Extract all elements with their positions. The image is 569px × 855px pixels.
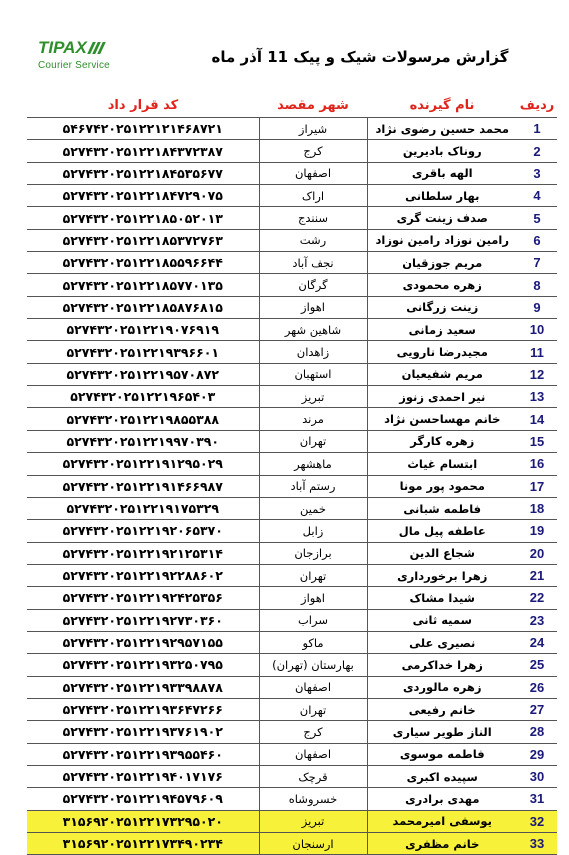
table-row xyxy=(27,140,557,162)
row-number: 20 xyxy=(517,542,557,564)
table-row xyxy=(27,833,557,855)
table-row xyxy=(27,274,557,296)
row-number: 13 xyxy=(517,386,557,408)
recipient-name: خانم رفیعی xyxy=(367,698,517,720)
destination-city: تهران xyxy=(259,564,367,586)
table-row xyxy=(27,363,557,385)
row-number: 17 xyxy=(517,475,557,497)
row-number: 11 xyxy=(517,341,557,363)
recipient-name: صدف زینت گری xyxy=(367,207,517,229)
table-row xyxy=(27,207,557,229)
table-row xyxy=(27,564,557,586)
destination-city: اصفهان xyxy=(259,162,367,184)
recipient-name: شجاع الدین xyxy=(367,542,517,564)
contract-code: ۵۲۷۴۳۲۰۲۵۱۲۲۱۹۳۳۹۸۸۷۸ xyxy=(27,676,259,698)
row-number: 12 xyxy=(517,363,557,385)
report-title: گزارش مرسولات شیک و پیک 11 آذر ماه xyxy=(211,48,509,66)
contract-code: ۵۲۷۴۳۲۰۲۵۱۲۲۱۹۳۹۶۶۰۱ xyxy=(27,341,259,363)
table-row xyxy=(27,296,557,318)
destination-city: اصفهان xyxy=(259,743,367,765)
contract-code: ۵۲۷۴۳۲۰۲۵۱۲۲۱۹۲۷۳۰۳۶۰ xyxy=(27,609,259,631)
contract-code: ۵۲۷۴۳۲۰۲۵۱۲۲۱۹۰۷۶۹۱۹ xyxy=(27,319,259,341)
recipient-name: عاطفه پیل مال xyxy=(367,520,517,542)
destination-city: اهواز xyxy=(259,296,367,318)
logo-stripes-icon xyxy=(90,42,103,54)
contract-code: ۵۲۷۴۳۲۰۲۵۱۲۲۱۹۴۵۷۹۶۰۹ xyxy=(27,788,259,810)
contract-code: ۵۲۷۴۳۲۰۲۵۱۲۲۱۸۴۵۳۵۶۷۷ xyxy=(27,162,259,184)
contract-code: ۵۲۷۴۳۲۰۲۵۱۲۲۱۹۲۹۵۷۱۵۵ xyxy=(27,631,259,653)
recipient-name: زهره کارگر xyxy=(367,430,517,452)
table-row xyxy=(27,408,557,430)
recipient-name: زهرا برخورداری xyxy=(367,564,517,586)
contract-code: ۵۲۷۴۳۲۰۲۵۱۲۲۱۸۵۸۷۶۸۱۵ xyxy=(27,296,259,318)
contract-code: ۵۲۷۴۳۲۰۲۵۱۲۲۱۹۹۷۰۳۹۰ xyxy=(27,430,259,452)
contract-code: ۵۲۷۴۳۲۰۲۵۱۲۲۱۹۳۹۵۵۴۶۰ xyxy=(27,743,259,765)
contract-code: ۵۲۷۴۳۲۰۲۵۱۲۲۱۹۳۶۴۷۲۶۶ xyxy=(27,698,259,720)
row-number: 25 xyxy=(517,654,557,676)
destination-city: خسروشاه xyxy=(259,788,367,810)
row-number: 23 xyxy=(517,609,557,631)
destination-city: تهران xyxy=(259,698,367,720)
destination-city: ماهشهر xyxy=(259,453,367,475)
table-row xyxy=(27,319,557,341)
row-number: 18 xyxy=(517,497,557,519)
header-contract-code: کد قرار داد xyxy=(107,98,179,113)
destination-city: کرج xyxy=(259,140,367,162)
table-row xyxy=(27,765,557,787)
destination-city: تبریز xyxy=(259,810,367,832)
destination-city: تهران xyxy=(259,430,367,452)
recipient-name: خانم مهساحسن نژاد xyxy=(367,408,517,430)
row-number: 7 xyxy=(517,252,557,274)
contract-code: ۵۲۷۴۳۲۰۲۵۱۲۲۱۹۴۰۱۷۱۷۶ xyxy=(27,765,259,787)
table-row xyxy=(27,229,557,251)
table-row xyxy=(27,676,557,698)
table-row xyxy=(27,185,557,207)
destination-city: ماکو xyxy=(259,631,367,653)
table-header-row xyxy=(27,94,557,118)
row-number: 24 xyxy=(517,631,557,653)
row-number: 30 xyxy=(517,765,557,787)
table-row xyxy=(27,118,557,140)
table-row xyxy=(27,810,557,832)
destination-city: زابل xyxy=(259,520,367,542)
contract-code: ۵۲۷۴۳۲۰۲۵۱۲۲۱۹۲۴۲۵۳۵۶ xyxy=(27,587,259,609)
row-number: 29 xyxy=(517,743,557,765)
recipient-name: سمیه ثانی xyxy=(367,609,517,631)
header-destination-city: شهر مقصد xyxy=(277,98,349,113)
recipient-name: الهه باقری xyxy=(367,162,517,184)
contract-code: ۵۲۷۴۳۲۰۲۵۱۲۲۱۸۴۷۲۹۰۷۵ xyxy=(27,185,259,207)
destination-city: سراب xyxy=(259,609,367,631)
destination-city: نجف آباد xyxy=(259,252,367,274)
row-number: 6 xyxy=(517,229,557,251)
destination-city: اصفهان xyxy=(259,676,367,698)
table-row xyxy=(27,386,557,408)
destination-city: استهبان xyxy=(259,363,367,385)
contract-code: ۵۲۷۴۳۲۰۲۵۱۲۲۱۹۸۵۵۳۸۸ xyxy=(27,408,259,430)
recipient-name: زینت زرگانی xyxy=(367,296,517,318)
tipax-logo xyxy=(38,38,128,71)
recipient-name: ابتسام غیاث xyxy=(367,453,517,475)
recipient-name: خانم مظفری xyxy=(367,833,517,855)
header-row-number: ردیف xyxy=(519,98,555,113)
contract-code: ۵۲۷۴۳۲۰۲۵۱۲۲۱۸۵۳۷۲۷۶۳ xyxy=(27,229,259,251)
logo-brand: TIPAX xyxy=(38,38,87,57)
logo-subtitle: Courier Service xyxy=(38,60,110,71)
row-number: 27 xyxy=(517,698,557,720)
contract-code: ۵۲۷۴۳۲۰۲۵۱۲۲۱۹۱۲۹۵۰۲۹ xyxy=(27,453,259,475)
table-row xyxy=(27,341,557,363)
recipient-name: مریم شفیعیان xyxy=(367,363,517,385)
table-row xyxy=(27,788,557,810)
row-number: 14 xyxy=(517,408,557,430)
header-recipient-name: نام گیرنده xyxy=(409,98,475,113)
contract-code: ۵۲۷۴۳۲۰۲۵۱۲۲۱۸۵۵۹۶۶۴۴ xyxy=(27,252,259,274)
contract-code: ۵۲۷۴۳۲۰۲۵۱۲۲۱۹۲۱۲۵۳۱۴ xyxy=(27,542,259,564)
table-row xyxy=(27,654,557,676)
contract-code: ۵۲۷۴۳۲۰۲۵۱۲۲۱۹۳۲۵۰۷۹۵ xyxy=(27,654,259,676)
recipient-name: فاطمه موسوی xyxy=(367,743,517,765)
contract-code: ۵۲۷۴۳۲۰۲۵۱۲۲۱۹۳۷۶۱۹۰۲ xyxy=(27,721,259,743)
table-row xyxy=(27,430,557,452)
destination-city: اراک xyxy=(259,185,367,207)
table-row xyxy=(27,609,557,631)
recipient-name: یوسفی امیرمحمد xyxy=(367,810,517,832)
row-number: 28 xyxy=(517,721,557,743)
shipments-table xyxy=(27,94,557,855)
contract-code: ۵۲۷۴۳۲۰۲۵۱۲۲۱۸۵۷۷۰۱۳۵ xyxy=(27,274,259,296)
destination-city: برازجان xyxy=(259,542,367,564)
contract-code: ۵۲۷۴۳۲۰۲۵۱۲۲۱۸۴۳۷۲۳۸۷ xyxy=(27,140,259,162)
row-number: 4 xyxy=(517,185,557,207)
row-number: 8 xyxy=(517,274,557,296)
recipient-name: نصیری علی xyxy=(367,631,517,653)
table-row xyxy=(27,721,557,743)
table-row xyxy=(27,497,557,519)
contract-code: ۵۲۷۴۳۲۰۲۵۱۲۲۱۹۲۲۸۸۶۰۲ xyxy=(27,564,259,586)
destination-city: رستم آباد xyxy=(259,475,367,497)
destination-city: شاهین شهر xyxy=(259,319,367,341)
recipient-name: شیدا مشاک xyxy=(367,587,517,609)
row-number: 5 xyxy=(517,207,557,229)
destination-city: شیراز xyxy=(259,118,367,140)
recipient-name: زهرا خداکرمی xyxy=(367,654,517,676)
contract-code: ۵۲۷۴۳۲۰۲۵۱۲۲۱۹۱۷۵۳۲۹ xyxy=(27,497,259,519)
destination-city: اهواز xyxy=(259,587,367,609)
recipient-name: محمد حسین رضوی نژاد xyxy=(367,118,517,140)
row-number: 31 xyxy=(517,788,557,810)
recipient-name: مهدی برادری xyxy=(367,788,517,810)
recipient-name: فاطمه شبانی xyxy=(367,497,517,519)
table-row xyxy=(27,631,557,653)
contract-code: ۵۲۷۴۳۲۰۲۵۱۲۲۱۹۶۵۴۰۳ xyxy=(27,386,259,408)
destination-city: مرند xyxy=(259,408,367,430)
table-row xyxy=(27,162,557,184)
table-row xyxy=(27,520,557,542)
contract-code: ۵۲۷۴۳۲۰۲۵۱۲۲۱۹۱۴۶۶۹۸۷ xyxy=(27,475,259,497)
table-row xyxy=(27,453,557,475)
row-number: 3 xyxy=(517,162,557,184)
destination-city: قرچک xyxy=(259,765,367,787)
row-number: 32 xyxy=(517,810,557,832)
destination-city: سنندج xyxy=(259,207,367,229)
logo-mark xyxy=(38,38,128,58)
contract-code: ۵۲۷۴۳۲۰۲۵۱۲۲۱۹۵۷۰۸۷۲ xyxy=(27,363,259,385)
recipient-name: سپیده اکبری xyxy=(367,765,517,787)
recipient-name: بهار سلطانی xyxy=(367,185,517,207)
recipient-name: رامین نوزاد رامین نوزاد xyxy=(367,229,517,251)
row-number: 16 xyxy=(517,453,557,475)
destination-city: زاهدان xyxy=(259,341,367,363)
recipient-name: روناک بادیرین xyxy=(367,140,517,162)
recipient-name: محمود پور مونا xyxy=(367,475,517,497)
destination-city: گرگان xyxy=(259,274,367,296)
contract-code: ۵۲۷۴۳۲۰۲۵۱۲۲۱۸۵۰۵۲۰۱۳ xyxy=(27,207,259,229)
row-number: 9 xyxy=(517,296,557,318)
row-number: 26 xyxy=(517,676,557,698)
recipient-name: مجیدرضا نارویی xyxy=(367,341,517,363)
contract-code: ۵۲۷۴۳۲۰۲۵۱۲۲۱۹۲۰۶۵۳۷۰ xyxy=(27,520,259,542)
row-number: 21 xyxy=(517,564,557,586)
contract-code: ۵۴۶۷۴۲۰۲۵۱۲۲۱۲۱۴۶۸۷۲۱ xyxy=(27,118,259,140)
destination-city: رشت xyxy=(259,229,367,251)
row-number: 10 xyxy=(517,319,557,341)
recipient-name: مریم جوزقیان xyxy=(367,252,517,274)
row-number: 22 xyxy=(517,587,557,609)
destination-city: خمین xyxy=(259,497,367,519)
recipient-name: زهره مالوردی xyxy=(367,676,517,698)
table-row xyxy=(27,743,557,765)
recipient-name: الناز طویر سیاری xyxy=(367,721,517,743)
row-number: 2 xyxy=(517,140,557,162)
row-number: 33 xyxy=(517,833,557,855)
row-number: 19 xyxy=(517,520,557,542)
row-number: 1 xyxy=(517,118,557,140)
recipient-name: سعید زمانی xyxy=(367,319,517,341)
table-row xyxy=(27,542,557,564)
destination-city: کرج xyxy=(259,721,367,743)
destination-city: بهارستان (تهران) xyxy=(259,654,367,676)
table-row xyxy=(27,698,557,720)
contract-code: ۳۱۵۶۹۲۰۲۵۱۲۲۱۷۳۲۹۵۰۲۰ xyxy=(27,810,259,832)
recipient-name: نیر احمدی زنوز xyxy=(367,386,517,408)
table-row xyxy=(27,587,557,609)
table-row xyxy=(27,475,557,497)
table-row xyxy=(27,252,557,274)
recipient-name: زهره محمودی xyxy=(367,274,517,296)
contract-code: ۳۱۵۶۹۲۰۲۵۱۲۲۱۷۳۴۹۰۲۳۴ xyxy=(27,833,259,855)
row-number: 15 xyxy=(517,430,557,452)
destination-city: تبریز xyxy=(259,386,367,408)
destination-city: ارسنجان xyxy=(259,833,367,855)
